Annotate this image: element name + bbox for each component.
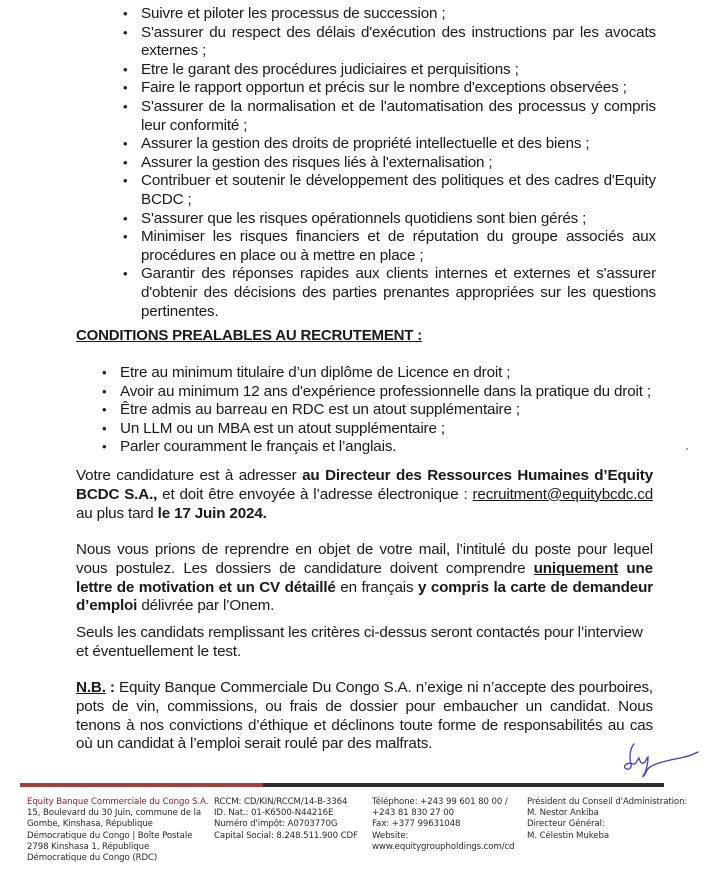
duty-item: • Faire le rapport opportun et précis sur le nombre d'exceptions observées ; (141, 79, 656, 98)
fax: Fax: +377 99631048 (372, 819, 461, 830)
tax-number: Numéro d'impôt: A0703770G (214, 819, 338, 830)
hr-director-recipient: au Directeur des Ressources Humaines d’Equity BCDC S.A., (76, 467, 653, 503)
footer-divider-dark (263, 783, 664, 787)
conditions-heading: CONDITIONS PREALABLES AU RECRUTEMENT : (76, 327, 423, 344)
duty-item: • S'assurer de la normalisation et de l'automatisation des processus y compris leur conformité ; (141, 98, 656, 135)
scan-speck (686, 448, 688, 450)
website-label: Website: (372, 830, 409, 841)
condition-item: • Avoir au minimum 12 ans d'expérience professionnelle dans la pratique du droit ; (120, 383, 710, 402)
duty-item: • Assurer la gestion des droits de propriété intellectuelle et des biens ; (141, 135, 656, 154)
nb-disclaimer: N.B. : Equity Banque Commerciale Du Congo S.A. n’exige ni n’accepte des pourboires, pots de vin, commissions, ou frais de dossier pour embaucher un candidat. Nous tenons à nos convictions d’éthique et déclinons toute forme de responsabilités au cas où un candidat à l’emploi serait roulé par des malfrats. (76, 679, 653, 753)
duties-list (141, 5, 656, 321)
condition-item: • Parler couramment le français et l’anglais. (120, 438, 710, 457)
rccm: RCCM: CD/KIN/RCCM/14-B-3364 (214, 797, 348, 807)
duty-item: • Etre le garant des procédures judiciaires et perquisitions ; (141, 61, 656, 80)
phone-alt: +243 81 830 27 00 (372, 808, 455, 819)
duty-item: • Minimiser les risques financiers et de réputation du groupe associés aux procédures en place ou à mettre en place ; (141, 228, 656, 265)
condition-item: • Etre au minimum titulaire d’un diplôme de Licence en droit ; (120, 364, 710, 383)
condition-item: • Être admis au barreau en RDC est un atout supplémentaire ; (120, 401, 710, 420)
footer-contact-info (372, 797, 515, 853)
company-name: Equity Banque Commerciale du Congo S.A. (27, 797, 209, 807)
footer-board-info: Président du Conseil d'Administration: M. Nestor Ankiba Directeur Général: M. Célestin Mukeba (527, 797, 688, 841)
chairman-name: M. Nestor Ankiba (527, 808, 599, 819)
ceo-name: M. Célestin Mukeba (527, 830, 609, 841)
signature-icon (620, 738, 705, 780)
share-capital: Capital Social: 8.248.511.900 CDF (214, 830, 358, 841)
application-deadline: le 17 Juin 2024. (157, 504, 267, 522)
shortlist-notice: Seuls les candidats remplissant les critères ci-dessus seront contactés pour l’interview et éventuellement le test. (76, 624, 643, 660)
phone: Téléphone: +243 99 601 80 00 / (372, 797, 508, 807)
duty-item: • Contribuer et soutenir le développement des politiques et des cadres d'Equity BCDC ; (141, 172, 656, 209)
duty-item: • Suivre et piloter les processus de succession ; (141, 5, 656, 24)
footer-company-info: Equity Banque Commerciale du Congo S.A. 15, Boulevard du 30 Juin, commune de la Gombe, Kinshasa, République Démocratique du Congo | Boîte Postale 2798 Kinshasa 1, République Démocratique du Congo (RDC) (27, 797, 209, 864)
condition-item: • Un LLM ou un MBA est un atout supplémentaire ; (120, 420, 710, 439)
nb-label: N.B. (76, 679, 106, 696)
footer-registration-info (214, 797, 358, 842)
recruitment-email-link[interactable]: recruitment@equitybcdc.cd (472, 485, 654, 503)
duty-item: • S'assurer du respect des délais d'exécution des instructions par les avocats externes ; (141, 24, 656, 61)
website-link[interactable]: www.equitygroupholdings.com/cd (372, 841, 515, 852)
national-id: ID. Nat.: 01-K6500-N44216E (214, 808, 334, 819)
duty-item: • S'assurer que les risques opérationnels quotidiens sont bien gérés ; (141, 210, 656, 229)
application-content-requirements: Nous vous prions de reprendre en objet de votre mail, l’intitulé du poste pour lequel vous postulez. Les dossiers de candidature doivent comprendre uniquement une lettre de motivation et un CV détaillé en français y compris la carte de demandeur d’emploi délivrée par l’Onem. (76, 541, 653, 615)
duty-item: • Assurer la gestion des risques liés à l'externalisation ; (141, 154, 656, 173)
footer-divider-red (20, 783, 263, 787)
emphasis-uniquement: uniquement (533, 559, 619, 577)
duty-item: • Garantir des réponses rapides aux clients internes et externes et s'assurer d'obtenir des décisions des parties prenantes appropriées sur les questions pertinentes. (141, 265, 656, 321)
conditions-list (120, 364, 710, 457)
application-instructions: Votre candidature est à adresser au Directeur des Ressources Humaines d’Equity BCDC S.A., et doit être envoyée à l’adresse électronique : recruitment@equitybcdc.cd au plus tard le 17 Juin 2024. (76, 467, 654, 522)
